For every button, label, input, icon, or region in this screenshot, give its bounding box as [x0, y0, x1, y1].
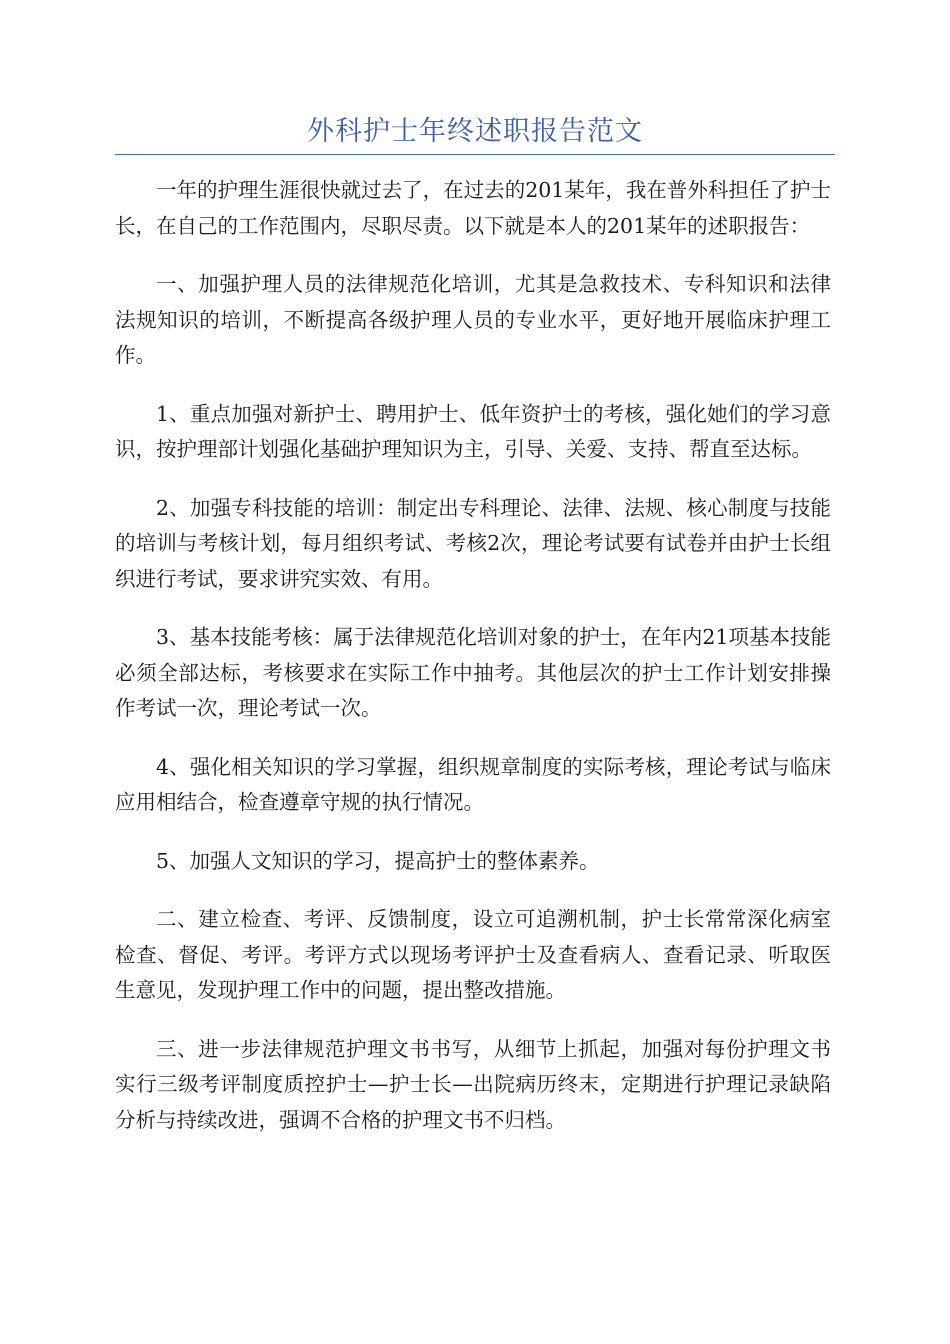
- paragraph-intro: 一年的护理生涯很快就过去了，在过去的201某年，我在普外科担任了护士长，在自己的工作范围内，尽职尽责。以下就是本人的201某年的述职报告：: [115, 178, 831, 238]
- paragraph-item-3: 3、基本技能考核：属于法律规范化培训对象的护士，在年内21项基本技能必须全部达标，考核要求在实际工作中抽考。其他层次的护士工作计划安排操作考试一次，理论考试一次。: [115, 625, 831, 720]
- paragraph-item-4: 4、强化相关知识的学习掌握，组织规章制度的实际考核，理论考试与临床应用相结合，检查遵章守规的执行情况。: [115, 754, 831, 814]
- title-underline: [115, 154, 835, 155]
- paragraph-item-1: 1、重点加强对新护士、聘用护士、低年资护士的考核，强化她们的学习意识，按护理部计划强化基础护理知识为主，引导、关爱、支持、帮直至达标。: [115, 401, 831, 461]
- paragraph-section-2: 二、建立检查、考评、反馈制度，设立可追溯机制，护士长常常深化病室检查、督促、考评。考评方式以现场考评护士及查看病人、查看记录、听取医生意见，发现护理工作中的问题，提出整改措施。: [115, 907, 831, 1002]
- paragraph-section-3: 三、进一步法律规范护理文书书写，从细节上抓起，加强对每份护理文书实行三级考评制度质控护士—护士长—出院病历终末，定期进行护理记录缺陷分析与持续改进，强调不合格的护理文书不归档。: [115, 1036, 831, 1132]
- paragraph-item-2: 2、加强专科技能的培训：制定出专科理论、法律、法规、核心制度与技能的培训与考核计划，每月组织考试、考核2次，理论考试要有试卷并由护士长组织进行考试，要求讲究实效、有用。: [115, 495, 831, 591]
- paragraph-item-5: 5、加强人文知识的学习，提高护士的整体素养。: [156, 848, 600, 873]
- document-body: [115, 173, 831, 1161]
- paragraph-section-1: 一、加强护理人员的法律规范化培训，尤其是急救技术、专科知识和法律法规知识的培训，不断提高各级护理人员的专业水平，更好地开展临床护理工作。: [115, 272, 831, 367]
- document-title: 外科护士年终述职报告范文: [307, 116, 643, 147]
